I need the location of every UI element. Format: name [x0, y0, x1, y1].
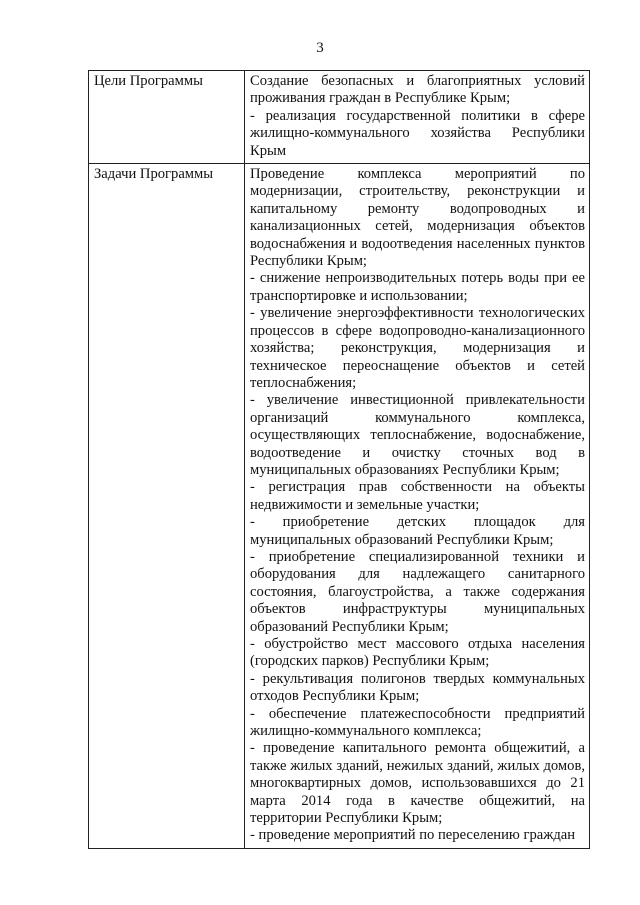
tasks-paragraph: - увеличение энергоэффективности технологических процессов в сфере водопроводно-канализационного хозяйства; реконструкция, модернизация и техническое переоснащение объектов и сетей теплоснабжения; [250, 305, 585, 391]
tasks-label: Задачи Программы [89, 164, 245, 849]
tasks-paragraph: - увеличение инвестиционной привлекательности организаций коммунального комплекса, осуществляющих теплоснабжение, водоснабжение, водоотведение и очистку сточных вод в муниципальных образованиях Республики Крым; [250, 392, 585, 478]
tasks-paragraph: - проведение капитального ремонта общежитий, а также жилых зданий, нежилых зданий, жилых домов, многоквартирных домов, использовавшихся до 21 марта 2014 года в качестве общежитий, на территории Республики Крым; [250, 740, 585, 827]
goals-paragraph: Создание безопасных и благоприятных условий проживания граждан в Республике Крым; [250, 73, 585, 107]
tasks-paragraph: - приобретение специализированной техники и оборудования для надлежащего санитарного состояния, благоустройства, а также содержания объектов инфраструктуры муниципальных образований Республики Крым; [250, 548, 585, 635]
tasks-content [245, 164, 590, 849]
tasks-paragraph: Проведение комплекса мероприятий по модернизации, строительству, реконструкции и капитальному ремонту водопроводных и канализационных сетей, модернизация объектов водоснабжения и водоотведения населенных пунктов Республики Крым; [250, 166, 585, 270]
table-row-tasks [89, 164, 590, 849]
tasks-paragraph: - снижение непроизводительных потерь воды при ее транспортировке и использовании; [250, 270, 585, 304]
table-row-goals [89, 71, 590, 164]
program-passport-table [88, 70, 590, 849]
goals-label: Цели Программы [89, 71, 245, 164]
tasks-paragraph: - обеспечение платежеспособности предприятий жилищно-коммунального комплекса; [250, 705, 585, 740]
tasks-paragraph: - приобретение детских площадок для муниципальных образований Республики Крым; [250, 514, 585, 548]
tasks-paragraph: - рекультивация полигонов твердых коммунальных отходов Республики Крым; [250, 670, 585, 705]
goals-paragraph: - реализация государственной политики в сфере жилищно-коммунального хозяйства Республики Крым [250, 107, 585, 159]
goals-content [245, 71, 590, 164]
tasks-paragraph: - проведение мероприятий по переселению граждан [250, 827, 576, 844]
page-number: 3 [316, 40, 324, 56]
tasks-paragraph: - регистрация прав собственности на объекты недвижимости и земельные участки; [250, 479, 585, 513]
tasks-paragraph: - обустройство мест массового отдыха населения (городских парков) Республики Крым; [250, 636, 585, 670]
